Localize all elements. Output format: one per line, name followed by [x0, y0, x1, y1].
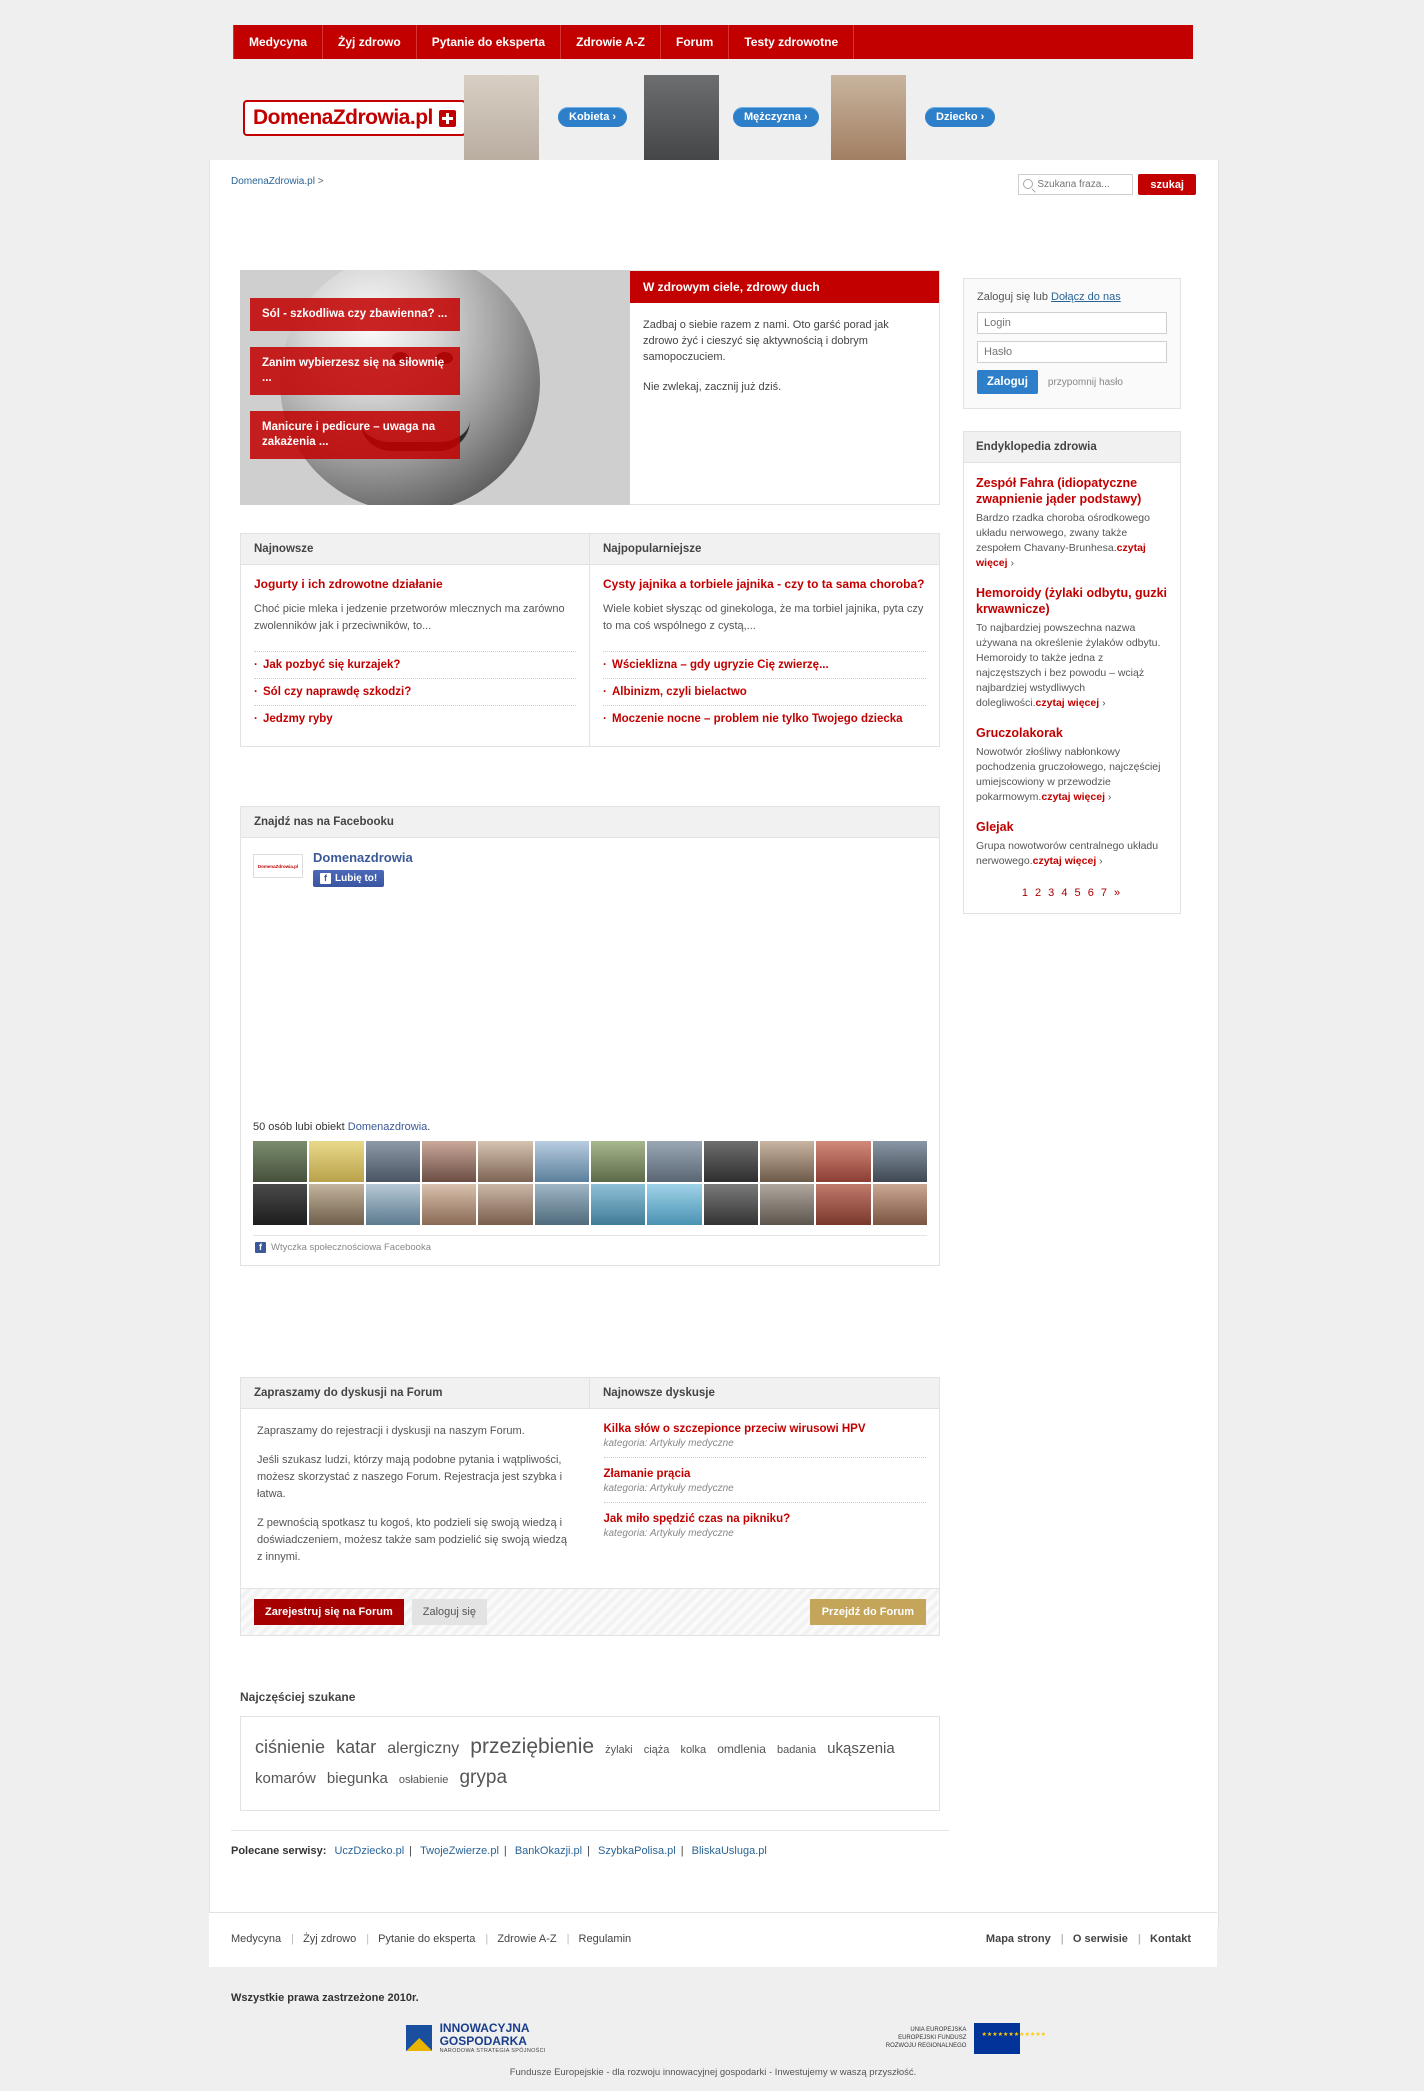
newest-heading: Najnowsze	[241, 534, 589, 565]
footer-link-medycyna[interactable]: Medycyna	[231, 1933, 282, 1945]
encyclopedia-text-2: To najbardziej powszechna nazwa używana na określenie żylaków odbytu. Hemoroidy to także jedna z najczęstszych i bez powodu – wciąż najbardziej wstydliwych dolegliwości.czytaj więcej ›	[976, 622, 1161, 709]
list-item[interactable]	[603, 651, 926, 678]
avatar[interactable]	[816, 1141, 870, 1182]
login-panel-title	[977, 291, 1167, 303]
avatar[interactable]	[253, 1141, 307, 1182]
facebook-icon: f	[320, 873, 331, 884]
list-item[interactable]	[254, 651, 576, 678]
newest-link-2[interactable]: Sól czy naprawdę szkodzi?	[263, 686, 412, 698]
hero-panel	[630, 270, 940, 505]
read-more-link-1[interactable]: czytaj więcej	[976, 542, 1146, 569]
audience-pill-dziecko[interactable]: Dziecko ›	[925, 107, 995, 127]
forum-body	[240, 1409, 940, 1589]
hero-headline-2[interactable]: Zanim wybierzesz się na siłownię ...	[250, 347, 460, 395]
search-icon	[1023, 179, 1033, 189]
recommended-link-5[interactable]: BliskaUsluga.pl	[691, 1845, 767, 1857]
list-item	[976, 585, 1168, 711]
recommended-link-2[interactable]: TwojeZwierze.pl	[420, 1845, 499, 1857]
tag-komarow[interactable]: komarów	[255, 1770, 316, 1787]
login-button[interactable]: Zaloguj	[977, 370, 1038, 394]
forum-paragraph-2: Jeśli szukasz ludzi, którzy mają podobne pytania i wątpliwości, możesz skorzystać z naszego Forum. Rejestracja jest szybka i łatwa.	[257, 1454, 563, 1500]
hero-panel-paragraph-1: Zadbaj o siebie razem z nami. Oto garść porad jak zdrowo żyć i cieszyć się aktywnością i dobrym samopoczuciem.	[643, 319, 889, 363]
popular-links	[603, 651, 926, 732]
avatar[interactable]	[760, 1184, 814, 1225]
encyclopedia-desc-1: Bardzo rzadka choroba ośrodkowego układu nerwowego, zwany także zespołem Chavany-Brunhesa.	[976, 512, 1150, 554]
encyclopedia-text-1: Bardzo rzadka choroba ośrodkowego układu nerwowego, zwany także zespołem Chavany-Brunhesa.czytaj więcej ›	[976, 512, 1150, 569]
hero-section	[240, 270, 940, 505]
tag-badania[interactable]: badania	[776, 1744, 817, 1756]
popular-body	[590, 565, 939, 746]
eu-logos	[209, 2022, 1217, 2054]
hero-headline-list	[250, 298, 460, 475]
tag-cloud-section	[240, 1690, 940, 1811]
facebook-icon: f	[255, 1242, 266, 1253]
list-item	[976, 819, 1168, 869]
facebook-plugin-label: Wtyczka społecznościowa Facebooka	[271, 1242, 431, 1253]
read-more-link-2[interactable]: czytaj więcej	[1035, 697, 1100, 709]
eu-funding-note: Fundusze Europejskie - dla rozwoju innowacyjnej gospodarki - Inwestujemy w waszą przyszłość.	[509, 2067, 917, 2078]
article-columns	[240, 533, 940, 747]
login-input[interactable]	[977, 312, 1167, 334]
tag-katar[interactable]: katar	[336, 1737, 377, 1757]
facebook-like-button[interactable]	[313, 870, 384, 887]
footer-link-regulamin[interactable]: Regulamin	[578, 1933, 632, 1945]
tag-biegunka[interactable]: biegunka	[326, 1770, 388, 1787]
logo-text: DomenaZdrowia.pl	[253, 106, 433, 129]
footer-link-zyj-zdrowo[interactable]: Żyj zdrowo	[303, 1933, 357, 1945]
avatar[interactable]	[478, 1184, 532, 1225]
forum-paragraph-1: Zapraszamy do rejestracji i dyskusji na naszym Forum.	[257, 1425, 525, 1437]
recommended-link-1[interactable]: UczDziecko.pl	[334, 1845, 405, 1857]
tag-oslabienie[interactable]: osłabienie	[398, 1774, 449, 1786]
encyclopedia-text-4: Grupa nowotworów centralnego układu nerwowego.czytaj więcej ›	[976, 840, 1159, 867]
breadcrumb-separator: >	[317, 176, 324, 187]
facebook-page-avatar: DomenaZdrowia.pl	[253, 854, 303, 878]
copyright-text: Wszystkie prawa zastrzeżone 2010r.	[231, 1992, 419, 2004]
discussion-title-1[interactable]: Kilka słów o szczepionce przeciw wirusowi HPV	[603, 1423, 866, 1435]
tag-cisnienie[interactable]: ciśnienie	[255, 1737, 326, 1757]
newest-body	[241, 565, 589, 746]
discussion-category-2: kategoria: Artykuły medyczne	[603, 1483, 734, 1494]
avatar[interactable]	[535, 1184, 589, 1225]
newest-lead-title[interactable]	[254, 577, 576, 591]
tag-grypa[interactable]: grypa	[459, 1767, 508, 1788]
facebook-like-label: Lubię to!	[335, 873, 378, 884]
newest-lead-link[interactable]: Jogurty i ich zdrowotne działanie	[254, 577, 443, 591]
facebook-like-count-link[interactable]: Domenazdrowia	[347, 1121, 428, 1133]
recommended-label: Polecane serwisy:	[231, 1845, 327, 1857]
discussion-title-3[interactable]: Jak miło spędzić czas na pikniku?	[603, 1513, 791, 1525]
register-forum-button[interactable]: Zarejestruj się na Forum	[254, 1599, 404, 1625]
facebook-page-name[interactable]: Domenazdrowia	[313, 850, 413, 865]
login-panel	[963, 278, 1181, 409]
newest-link-3[interactable]: Jedzmy ryby	[263, 713, 333, 725]
avatar[interactable]	[478, 1141, 532, 1182]
ig-mark-icon	[406, 2025, 432, 2051]
footer-link-mapa-strony[interactable]: Mapa strony	[985, 1933, 1051, 1945]
unia-europejska-logo	[886, 2023, 1021, 2054]
forum-actions	[240, 1589, 940, 1636]
top-navigation	[233, 25, 1193, 59]
tag-zylaki[interactable]: żylaki	[605, 1744, 633, 1756]
forum-heading-right: Najnowsze dyskusje	[590, 1377, 940, 1409]
recommended-services: Polecane serwisy: UczDziecko.pl | TwojeZwierze.pl | BankOkazji.pl | SzybkaPolisa.pl | BliskaUsluga.pl	[231, 1830, 949, 1857]
breadcrumb-home[interactable]: DomenaZdrowia.pl	[231, 176, 315, 187]
nav-item-medycyna[interactable]: Medycyna	[233, 25, 323, 59]
hero-image	[240, 270, 630, 505]
tag-ukaszenia[interactable]: ukąszenia	[827, 1740, 895, 1757]
footer-link-pytanie[interactable]: Pytanie do eksperta	[378, 1933, 476, 1945]
avatar[interactable]	[591, 1141, 645, 1182]
popular-link-3[interactable]: Moczenie nocne – problem nie tylko Twojego dziecka	[612, 713, 903, 725]
facebook-like-count	[253, 1117, 927, 1141]
discussion-title-2[interactable]: Złamanie prącia	[603, 1468, 691, 1480]
encyclopedia-heading: Endyklopedia zdrowia	[964, 432, 1180, 463]
avatar[interactable]	[309, 1141, 363, 1182]
popular-lead-text: Wiele kobiet słysząc od ginekologa, że ma torbiel jajnika, pyta czy to ma coś wspólnego z cystą,...	[603, 603, 924, 632]
remind-password-link[interactable]: przypomnij hasło	[1047, 376, 1123, 388]
avatar[interactable]	[422, 1141, 476, 1182]
list-item[interactable]	[603, 678, 926, 705]
nav-item-zdrowie-az[interactable]: Zdrowie A-Z	[561, 25, 661, 59]
login-actions	[977, 370, 1167, 394]
list-item	[604, 1423, 927, 1458]
avatar[interactable]	[253, 1184, 307, 1225]
nav-item-testy-zdrowotne[interactable]: Testy zdrowotne	[729, 25, 854, 59]
site-footer	[209, 1912, 1217, 1968]
tag-kolka[interactable]: kolka	[680, 1744, 707, 1756]
ig-text	[440, 2022, 546, 2054]
login-forum-button[interactable]: Zaloguj się	[412, 1599, 487, 1625]
encyclopedia-title-2[interactable]: Hemoroidy (żylaki odbytu, guzki krwawnicze)	[976, 586, 1167, 616]
recommended-link-4[interactable]: SzybkaPolisa.pl	[598, 1845, 676, 1857]
newest-lead-text: Choć picie mleka i jedzenie przetworów mlecznych ma zarówno zwolenników jak i przeciwników, to...	[254, 603, 565, 632]
forum-section	[240, 1377, 940, 1636]
ue-text	[886, 2026, 967, 2050]
forum-headings	[240, 1377, 940, 1409]
site-logo[interactable]	[243, 100, 466, 136]
eu-flag-icon	[974, 2023, 1020, 2054]
innowacyjna-gospodarka-logo	[406, 2022, 546, 2054]
facebook-plugin-footer	[253, 1235, 927, 1253]
tag-omdlenia[interactable]: omdlenia	[717, 1742, 766, 1756]
ue-line-1: UNIA EUROPEJSKA	[910, 2027, 967, 2033]
encyclopedia-desc-3: Nowotwór złośliwy nabłonkowy pochodzenia gruczołowego, najczęściej umiejscowiony w przewodzie pokarmowym.	[976, 746, 1161, 803]
newest-links	[254, 651, 576, 732]
site-header	[233, 75, 1193, 160]
footer-links-right: Mapa strony | O serwisie | Kontakt	[985, 1933, 1191, 1945]
person-photo-man	[644, 75, 719, 160]
discussion-category-1: kategoria: Artykuły medyczne	[603, 1438, 734, 1449]
discussion-category-3: kategoria: Artykuły medyczne	[603, 1528, 734, 1539]
popular-heading: Najpopularniejsze	[590, 534, 939, 565]
goto-forum-button[interactable]: Przejdź do Forum	[810, 1599, 926, 1625]
avatar[interactable]	[535, 1141, 589, 1182]
avatar[interactable]	[647, 1141, 701, 1182]
popular-box	[590, 533, 940, 747]
avatar[interactable]	[873, 1141, 927, 1182]
read-more-link-4[interactable]: czytaj więcej	[1032, 855, 1097, 867]
encyclopedia-title-4[interactable]: Glejak	[976, 820, 1014, 834]
encyclopedia-desc-2: To najbardziej powszechna nazwa używana na określenie żylaków odbytu. Hemoroidy to także jedna z najczęstszych i bez powodu – wciąż najbardziej wstydliwych dolegliwości.	[976, 622, 1161, 709]
list-item	[604, 1468, 927, 1503]
nav-item-zyj-zdrowo[interactable]: Żyj zdrowo	[323, 25, 417, 59]
tag-ciaza[interactable]: ciąża	[643, 1744, 670, 1756]
nav-item-pytanie-do-eksperta[interactable]: Pytanie do eksperta	[417, 25, 561, 59]
facebook-fan-avatars	[253, 1141, 927, 1225]
hero-headline-3[interactable]: Manicure i pedicure – uwaga na zakażenia ...	[250, 411, 460, 459]
avatar[interactable]	[647, 1184, 701, 1225]
audience-selector	[448, 75, 1193, 160]
person-photo-woman	[464, 75, 539, 160]
search-button[interactable]: szukaj	[1138, 174, 1196, 195]
popular-lead-link[interactable]: Cysty jajnika a torbiele jajnika - czy to ta sama choroba?	[603, 577, 925, 591]
ue-line-2: EUROPEJSKI FUNDUSZ	[898, 2035, 967, 2041]
ue-line-3: ROZWOJU REGIONALNEGO	[885, 2043, 967, 2049]
login-title-pre: Zaloguj się lub	[977, 291, 1051, 303]
facebook-widget	[240, 806, 940, 1266]
encyclopedia-desc-4: Grupa nowotworów centralnego układu nerwowego.	[976, 840, 1159, 867]
facebook-body	[241, 838, 939, 1265]
list-item	[976, 725, 1168, 805]
encyclopedia-panel	[963, 431, 1181, 914]
facebook-like-count-text: 50 osób lubi obiekt	[253, 1121, 345, 1133]
recommended-link-3[interactable]: BankOkazji.pl	[514, 1845, 583, 1857]
newest-box	[240, 533, 590, 747]
bottom-strip	[209, 1967, 1217, 2091]
list-item[interactable]	[254, 678, 576, 705]
avatar[interactable]	[760, 1141, 814, 1182]
avatar[interactable]	[704, 1141, 758, 1182]
facebook-page-info	[313, 850, 413, 887]
tag-przeziebienie[interactable]: przeziębienie	[470, 1735, 595, 1758]
avatar[interactable]	[873, 1184, 927, 1225]
list-item	[976, 475, 1168, 571]
avatar[interactable]	[309, 1184, 363, 1225]
forum-paragraph-3: Z pewnością spotkasz tu kogoś, kto podzieli się swoją wiedzą i doświadczeniem, możesz także sam podzielić się swoją wiedzą z innymi.	[257, 1517, 567, 1563]
hero-panel-title: W zdrowym ciele, zdrowy duch	[630, 271, 939, 303]
ig-line-3: NARODOWA STRATEGIA SPÓJNOŚCI	[439, 2048, 546, 2054]
encyclopedia-pager[interactable]: 1 2 3 4 5 6 7 »	[1021, 887, 1123, 899]
search-box	[1018, 174, 1196, 195]
footer-link-o-serwisie[interactable]: O serwisie	[1072, 1933, 1128, 1945]
footer-links-left: Medycyna | Żyj zdrowo | Pytanie do eksperta | Zdrowie A-Z | Regulamin	[231, 1933, 632, 1945]
encyclopedia-title-1[interactable]: Zespół Fahra (idiopatyczne zwapnienie jąder podstawy)	[976, 476, 1142, 506]
tag-cloud-heading: Najczęściej szukane	[240, 1690, 356, 1704]
avatar[interactable]	[591, 1184, 645, 1225]
avatar[interactable]	[816, 1184, 870, 1225]
list-item	[604, 1513, 927, 1547]
audience-pill-mezczyzna[interactable]: Mężczyzna ›	[733, 107, 819, 127]
avatar[interactable]	[366, 1184, 420, 1225]
footer-link-zdrowie-az[interactable]: Zdrowie A-Z	[497, 1933, 557, 1945]
read-more-link-3[interactable]: czytaj więcej	[1041, 791, 1105, 803]
popular-lead-title[interactable]	[603, 577, 926, 591]
encyclopedia-title-3[interactable]: Gruczolakorak	[976, 726, 1063, 740]
ig-line-1: INNOWACYJNA	[439, 2021, 530, 2035]
nav-item-forum[interactable]: Forum	[661, 25, 729, 59]
newest-link-1[interactable]: Jak pozbyć się kurzajek?	[263, 659, 401, 671]
tag-cloud	[240, 1716, 940, 1811]
password-input[interactable]	[977, 341, 1167, 363]
list-item[interactable]	[603, 705, 926, 732]
hero-headline-1[interactable]: Sól - szkodliwa czy zbawienna? ...	[250, 298, 460, 331]
right-sidebar	[963, 278, 1181, 914]
forum-heading-left: Zapraszamy do dyskusji na Forum	[240, 1377, 590, 1409]
search-input-wrap	[1018, 174, 1133, 195]
list-item[interactable]	[254, 705, 576, 732]
avatar[interactable]	[366, 1141, 420, 1182]
facebook-like-count-dot: .	[427, 1121, 431, 1133]
footer-link-kontakt[interactable]: Kontakt	[1150, 1933, 1191, 1945]
audience-pill-kobieta[interactable]: Kobieta ›	[558, 107, 627, 127]
hero-panel-paragraph-2: Nie zwlekaj, zacznij już dziś.	[643, 381, 782, 393]
person-photo-child	[831, 75, 906, 160]
popular-link-2[interactable]: Albinizm, czyli bielactwo	[612, 686, 747, 698]
avatar[interactable]	[422, 1184, 476, 1225]
encyclopedia-body	[964, 463, 1180, 913]
popular-link-1[interactable]: Wścieklizna – gdy ugryzie Cię zwierzę...	[612, 659, 829, 671]
avatar[interactable]	[704, 1184, 758, 1225]
facebook-feed-area	[253, 887, 927, 1117]
ig-line-2: GOSPODARKA	[439, 2034, 527, 2048]
facebook-header-row	[253, 850, 927, 887]
encyclopedia-text-3: Nowotwór złośliwy nabłonkowy pochodzenia gruczołowego, najczęściej umiejscowiony w przewodzie pokarmowym.czytaj więcej ›	[976, 746, 1161, 803]
facebook-heading: Znajdź nas na Facebooku	[241, 807, 939, 838]
tag-alergiczny[interactable]: alergiczny	[387, 1740, 460, 1757]
forum-invite-text	[241, 1409, 591, 1588]
join-us-link[interactable]: Dołącz do nas	[1051, 291, 1121, 303]
forum-discussion-list	[591, 1409, 940, 1588]
